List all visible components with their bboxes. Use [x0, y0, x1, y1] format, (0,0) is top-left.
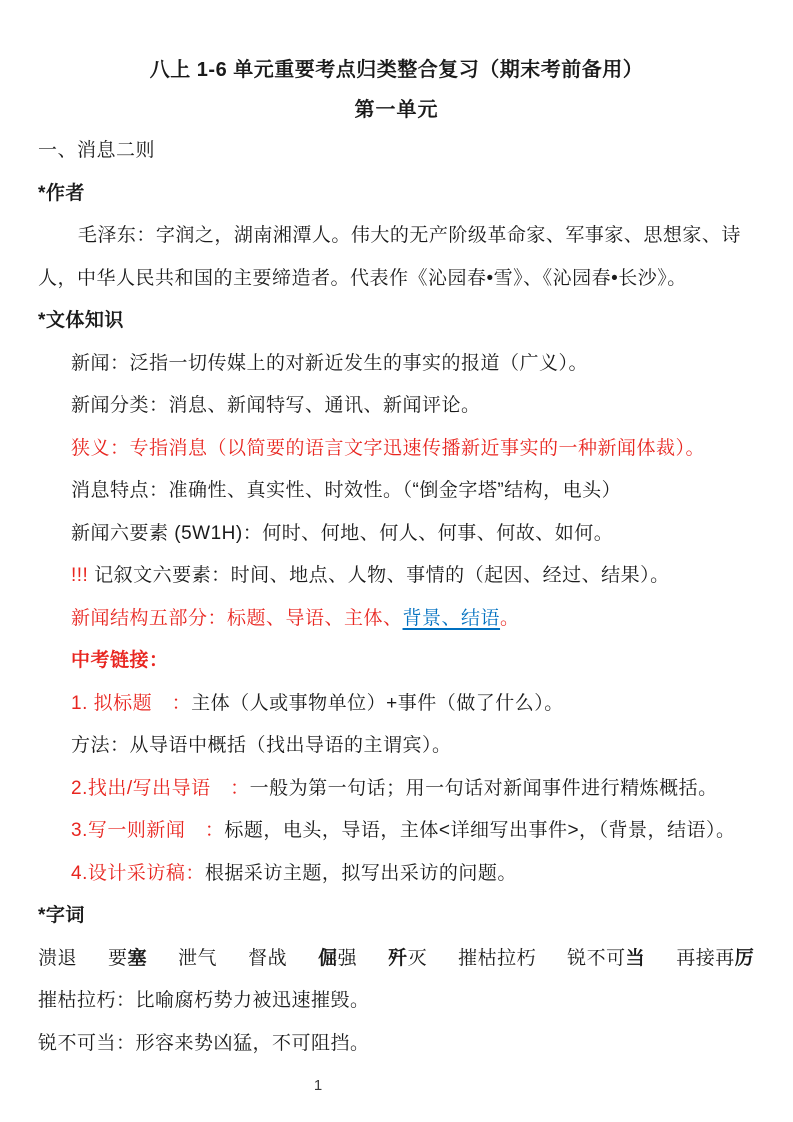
lesson-heading: 一、消息二则	[38, 140, 156, 161]
author-label: *作者	[38, 182, 85, 204]
exam-item-1-key: 1. 拟标题 ：	[71, 692, 192, 714]
word-text: 灭	[407, 947, 428, 969]
author-paragraph: 毛泽东：字润之，湖南湘潭人。伟大的无产阶级革命家、军事家、思想家、诗人，中华人民共和国的主要缔造者。代表作《沁园春•雪》、《沁园春•长沙》。	[38, 225, 741, 289]
words-label: *字词	[38, 905, 85, 926]
exam-item-1	[38, 683, 755, 726]
structure-lead: 新闻结构五部分：标题、导语、主体、	[71, 607, 403, 629]
unit-heading: 第一单元	[354, 99, 439, 121]
word-text: 摧枯拉朽	[458, 947, 537, 969]
word-item	[38, 948, 77, 969]
word-text: 再接再	[676, 947, 735, 969]
exam-item-2-text: 一般为第一句话；用一句话对新闻事件进行精炼概括。	[249, 777, 718, 799]
word-text: 泄气	[178, 947, 218, 969]
word-text: 督战	[248, 947, 288, 969]
word-item	[458, 948, 536, 969]
line-news-broad: 新闻：泛指一切传媒上的对新近发生的事实的报道（广义）。	[71, 352, 589, 374]
line-news-types: 新闻分类：消息、新闻特写、通讯、新闻评论。	[71, 395, 481, 416]
idiom-definition-1: 摧枯拉朽：比喻腐朽势力被迅速摧毁。	[38, 990, 370, 1011]
line-news-features: 消息特点：准确性、真实性、时效性。（“倒金字塔”结构，电头）	[71, 480, 622, 501]
exam-item-2	[38, 768, 755, 811]
exam-item-4	[38, 853, 755, 896]
word-text: 要	[108, 947, 128, 969]
word-text: 强	[337, 947, 358, 969]
method-line: 方法：从导语中概括（找出导语的主谓宾）。	[71, 735, 452, 756]
word-key-char: 当	[625, 947, 646, 969]
word-key-char: 倔	[318, 947, 338, 969]
exam-link-label: 中考链接：	[71, 650, 169, 671]
exam-item-4-key: 4.设计采访稿：	[71, 862, 205, 884]
page-number: 1	[313, 1077, 323, 1094]
exclamation-marks: !!!	[71, 565, 89, 586]
word-key-char: 塞	[127, 947, 148, 969]
word-key-char: 厉	[734, 947, 755, 969]
exam-item-3-text: 标题，电头，导语，主体<详细写出事件>，（背景，结语）。	[224, 820, 736, 841]
structure-underlined-text: 背景、结语	[402, 607, 501, 629]
exam-item-3	[38, 810, 755, 853]
line-news-narrow: 狭义：专指消息（以简要的语言文字迅速传播新近事实的一种新闻体裁）。	[71, 437, 706, 459]
document-title: 八上 1-6 单元重要考点归类整合复习（期末考前备用）	[149, 59, 644, 81]
exam-item-4-text: 根据采访主题，拟写出采访的问题。	[204, 862, 517, 884]
word-text: 溃退	[38, 947, 78, 969]
line-narrative-elements	[38, 555, 755, 598]
word-item	[676, 948, 754, 969]
word-key-char: 歼	[388, 947, 408, 969]
exam-item-3-key: 3.写一则新闻 ：	[71, 820, 225, 841]
genre-label: *文体知识	[38, 310, 124, 331]
word-text: 锐不可	[567, 947, 626, 969]
word-list	[38, 938, 755, 981]
narrative-text: 记叙文六要素：时间、地点、人物、事情的（起因、经过、结果）。	[88, 565, 670, 586]
exam-item-1-text: 主体（人或事物单位）+事件（做了什么）。	[191, 692, 564, 714]
word-item	[248, 948, 287, 969]
word-item	[388, 948, 427, 969]
exam-item-2-key: 2.找出/写出导语 ：	[71, 777, 250, 799]
word-item	[567, 948, 645, 969]
word-item	[318, 948, 357, 969]
line-six-elements: 新闻六要素 (5W1H)：何时、何地、何人、何事、何故、如何。	[71, 522, 614, 544]
structure-tail: 。	[500, 607, 520, 629]
idiom-definition-2: 锐不可当：形容来势凶猛，不可阻挡。	[38, 1032, 370, 1054]
word-item	[108, 948, 147, 969]
line-news-structure	[38, 598, 755, 641]
word-item	[178, 948, 217, 969]
